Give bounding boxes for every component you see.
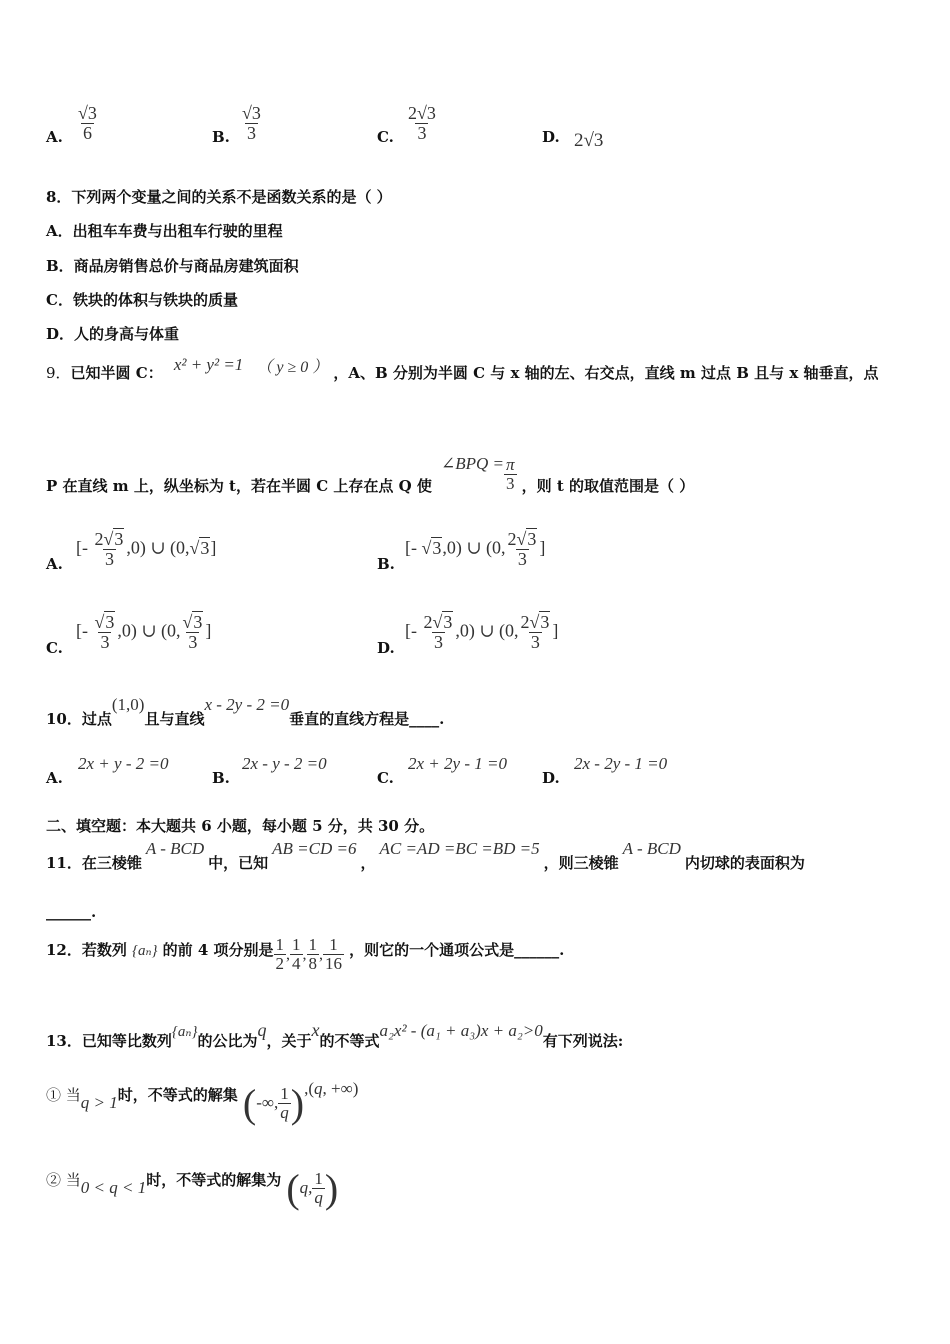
q13-stem [46,1020,624,1050]
q13-s2-mid: 时，不等式的解集为 [146,1171,282,1189]
q10-option-b-label: B. [212,769,230,787]
q7-option-d-label: D. [542,128,560,146]
q13-text1: 13．已知等比数列 [46,1032,172,1050]
q9-number: 9． [46,364,71,382]
q12-sequence: {aₙ} [131,942,158,959]
q7-c-den: 3 [417,122,427,143]
q13-text5: 有下列说法: [542,1032,624,1050]
q11-tetrahedron-2: A - BCD [622,839,681,858]
q7-a-num: √3 [78,103,97,123]
q10-point: (1,0) [111,695,145,714]
q10-option-c-label: C. [377,769,394,787]
q9-option-d-value: [- $\frac{2√3}{3}$ ,0) ∪ (0, $\frac{2√3}{3}$ ] [405,612,559,652]
q9-option-c-label: C. [46,639,63,657]
q12-text2: 的前 4 项分别是 [162,940,274,959]
q9-text1: 已知半圆 C： [70,364,163,382]
q9-line1 [46,355,916,383]
q10-option-a-label: A. [46,769,63,787]
q13-statement-2: ② 当0 < q < 1时，不等式的解集为 (q, $\frac{1}{q}$ ) [46,1166,339,1211]
q13-s2-pre: ② 当 [46,1171,81,1189]
q9-line2 [46,446,695,495]
q13-s1-cond: q > 1 [80,1093,118,1112]
q8-stem-text: 8．下列两个变量之间的关系不是函数关系的是（ ） [46,188,392,206]
q12-term1-num: 1 [275,935,285,954]
q10-text2: 且与直线 [144,710,205,728]
q13-statement-1: ① 当q > 1时，不等式的解集 (-∞, $\frac{1}{q}$ ),(q, +∞) [46,1079,359,1126]
q11-eq1: AB =CD =6 [272,839,357,858]
q8-option-a: A．出租车车费与出租车行驶的里程 [46,222,283,240]
q9-text2: ，A、B 分别为半圆 C 与 x 轴的左、右交点，直线 m 过点 B 且与 x 轴垂直，点 [333,364,879,382]
q7-c-num: 2√3 [408,103,436,123]
q13-sequence: {aₙ} [171,1024,198,1040]
q13-s1-pre: ① 当 [46,1086,81,1104]
q9-text3: P 在直线 m 上，纵坐标为 t，若在半圆 C 上存在点 Q 使 [46,476,432,495]
q8-option-b: B．商品房销售总价与商品房建筑面积 [46,257,299,275]
q9-option-a-value: [- $\frac{2√3}{3}$ ,0) ∪ (0,√3] [76,529,217,569]
q10-option-a-value: 2x + y - 2 =0 [78,754,169,773]
q10-stem [46,694,445,728]
q9-condition: （ y ≥ 0 ） [256,359,329,376]
q13-text4: 的不等式 [319,1032,380,1050]
q12-term1-den: 2 [275,953,285,973]
q13-q: q [257,1020,267,1040]
q9-equation: x² + y² =1 [173,355,244,374]
q7-option-c-value [406,104,438,143]
q8-stem [46,186,392,207]
q7-option-b-label: B. [212,128,230,146]
q10-option-d-label: D. [542,769,560,787]
q7-option-a-value [76,104,99,143]
q9-angle-num: π [505,455,515,474]
q11-text4: 内切球的表面积为 [684,854,805,872]
q11-text3: ，则三棱锥 [543,854,619,872]
q9-option-b-value: [- √3,0) ∪ (0, $\frac{2√3}{3}$ ] [405,529,546,569]
q9-angle: ∠BPQ = [440,453,504,473]
q12-stem: 12．若数列 {aₙ} 的前 4 项分别是 $\frac{1}{2}$ , $\frac{1}{4}$ , $\frac{1}{8}$ , $\frac{1}{16}$ ，则它的一个通项公式是______. [46,935,565,973]
q12-text1: 12．若数列 [46,940,127,959]
q7-a-den: 6 [82,122,92,143]
q9-angle-den: 3 [506,473,515,493]
q10-text1: 10．过点 [46,710,112,728]
q9-option-d-label: D. [377,639,395,657]
q9-option-c-value: [- $\frac{√3}{3}$ ,0) ∪ (0, $\frac{√3}{3}$ ] [76,612,212,652]
q11-text2: 中，已知 [208,854,269,872]
q10-option-c-value: 2x + 2y - 1 =0 [408,754,507,773]
q8-option-d: D．人的身高与体重 [46,325,180,343]
q11-eq2: AC =AD =BC =BD =5 [379,839,540,858]
q9-option-a-label: A. [46,555,63,573]
q13-inequality: a₂x² - (a₁ + a₃)x + a₂>0 [379,1021,543,1040]
q7-option-c-label: C. [377,128,394,146]
q11-blank: ______. [46,903,97,921]
q12-text3: ，则它的一个通项公式是______. [349,940,565,959]
section-heading: 二、填空题：本大题共 6 小题，每小题 5 分，共 30 分。 [46,817,435,835]
q11-text1: 11．在三棱锥 [46,854,142,872]
q13-text3: ，关于 [266,1032,312,1050]
q11-tetrahedron: A - BCD [145,839,205,858]
q13-text2: 的公比为 [197,1032,258,1050]
q10-text3: 垂直的直线方程是____. [289,710,445,728]
q7-option-d-value: 2√3 [574,130,604,151]
q11-comma: ， [360,854,376,872]
q11-line1 [46,838,916,872]
q7-option-a-label: A. [46,128,63,146]
q10-option-d-value: 2x - 2y - 1 =0 [574,754,668,773]
q10-option-b-value: 2x - y - 2 =0 [242,754,327,773]
q13-s1-mid: 时，不等式的解集 [117,1086,238,1104]
q7-b-den: 3 [246,122,256,143]
q13-x: x [311,1020,320,1040]
q9-option-b-label: B. [377,555,395,573]
q7-b-num: √3 [242,103,261,123]
q13-s2-cond: 0 < q < 1 [80,1178,147,1197]
q9-text4: ，则 t 的取值范围是（ ） [521,476,695,495]
q8-option-c: C．铁块的体积与铁块的质量 [46,291,238,309]
q7-option-b-value [240,104,263,143]
q10-line: x - 2y - 2 =0 [204,695,290,714]
